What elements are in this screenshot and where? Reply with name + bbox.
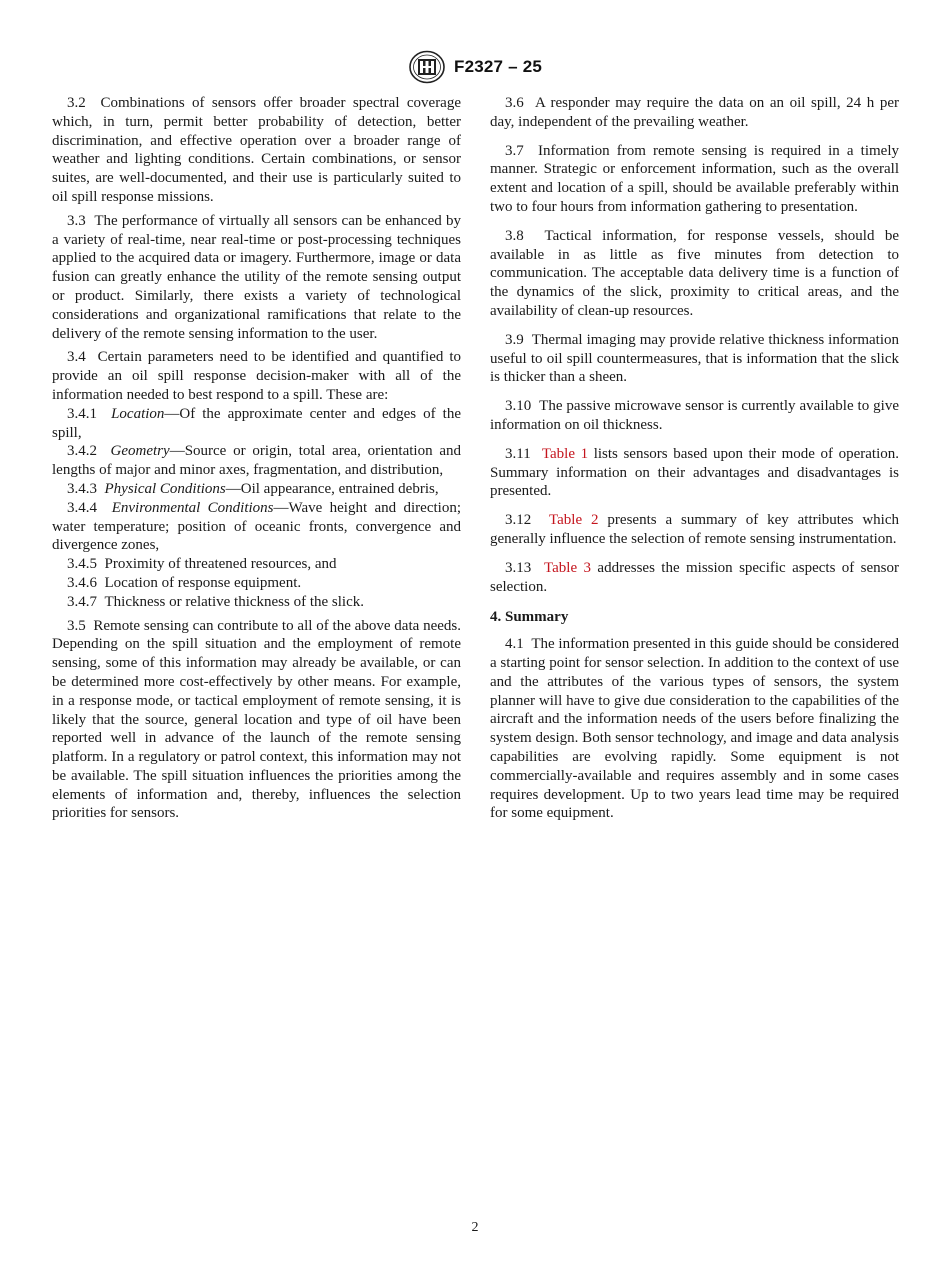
paragraph-3-6: 3.6 A responder may require the data on an oil spill, 24 h per day, independent of the prevailing weather.: [490, 95, 899, 130]
paragraph-3-3: 3.3 The performance of virtually all sensors can be enhanced by a variety of real-time, near real-time or post-processing techniques applied to the acquired data or imagery. Furthermore, image or data fusion can greatly enhance the utility of the remote sensing output or product. Similarly, there exists a variety of technological considerations and organizational ramifications that relate to the delivery of the remote sensing information to the user.: [52, 212, 462, 342]
page-number: 2: [471, 1220, 479, 1235]
paragraph-3-4-4: 3.4.4 Environmental Conditions—Wave height and direction; water temperature; position of oceanic fronts, convergence and divergence zones,: [52, 499, 461, 554]
paragraph-3-2: 3.2 Combinations of sensors offer broader spectral coverage which, in turn, permit better probability of detection, better discrimination, and effective operation over a broader range of weather and lighting conditions. Certain combinations, or sensor suites, are well-documented, and their use is particularly suited to oil spill response missions.: [52, 95, 462, 205]
table-2-link[interactable]: Table 2: [549, 512, 599, 529]
paragraph-3-4-6: 3.4.6 Location of response equipment.: [67, 574, 302, 591]
paragraph-3-4-7: 3.4.7 Thickness or relative thickness of the slick.: [67, 593, 365, 610]
paragraph-4-1: 4.1 The information presented in this guide should be considered a starting point for sensor selection. In addition to the context of use and the attributes of the various types of sensors, the system planner will have to give due consideration to the capabilities of the aircraft and the information needs of the users before finalizing the system design. Both sensor technology, and image and data analysis capabilities are evolving rapidly. Some equipment is not commercially-available and requires assembly and in some cases requires development. Up to two years lead time may be required for some equipment.: [490, 636, 900, 822]
left-column: [52, 94, 461, 828]
right-column: [490, 94, 899, 828]
table-3-link[interactable]: Table 3: [544, 559, 592, 576]
document-designation: F2327 – 25: [453, 57, 542, 76]
paragraph-3-11: 3.11 Table 1 lists sensors based upon their mode of operation. Summary information on their advantages and disadvantages is presented.: [490, 445, 900, 500]
paragraph-3-4-3: 3.4.3 Physical Conditions—Oil appearance, entrained debris,: [67, 480, 439, 497]
paragraph-3-9: 3.9 Thermal imaging may provide relative thickness information useful to oil spill countermeasures, that is information that the slick is thicker than a sheen.: [490, 331, 900, 386]
astm-logo-icon: [408, 50, 446, 84]
section-4-heading: 4. Summary: [490, 609, 569, 626]
page-header: [0, 50, 950, 84]
paragraph-3-4-1: 3.4.1 Location—Of the approximate center and edges of the spill,: [52, 405, 462, 441]
paragraph-3-4-2: 3.4.2 Geometry—Source or origin, total area, orientation and lengths of major and minor axes, fragmentation, and distribution,: [52, 443, 462, 479]
paragraph-3-7: 3.7 Information from remote sensing is required in a timely manner. Strategic or enforcement information, such as the overall extent and location of a spill, should be available preferably within two to four hours from information gathering to presentation.: [490, 142, 899, 215]
paragraph-3-5: 3.5 Remote sensing can contribute to all of the above data needs. Depending on the spill situation and the employment of remote sensing, some of this information may already be available, or can be determined more cost-effectively by other means. For example, in a response mode, or tactical employment of remote sensing, it is likely that the source, general location and type of oil have been reported well in advance of the launch of the remote sensing platform. In a regulatory or patrol context, this information may not be available. The spill situation influences the priorities among the elements of information and, thereby, influences the selection priorities for sensors.: [52, 617, 462, 822]
table-1-link[interactable]: Table 1: [541, 445, 589, 462]
paragraph-3-12: 3.12 Table 2 presents a summary of key attributes which generally influence the selection of remote sensing instrumentation.: [490, 512, 900, 547]
paragraph-3-4-5: 3.4.5 Proximity of threatened resources, and: [67, 556, 337, 573]
paragraph-3-13: 3.13 Table 3 addresses the mission specific aspects of sensor selection.: [490, 559, 900, 595]
paragraph-3-4: 3.4 Certain parameters need to be identified and quantified to provide an oil spill response decision-maker with all of the information needed to best respond to a spill. These are:: [52, 349, 462, 403]
paragraph-3-10: 3.10 The passive microwave sensor is currently available to give information on oil thickness.: [490, 398, 899, 433]
paragraph-3-8: 3.8 Tactical information, for response vessels, should be available in as little as five minutes from detection to communication. The acceptable data delivery time is a function of the dynamics of the slick, proximity to critical areas, and the availability of clean-up resources.: [490, 227, 900, 319]
